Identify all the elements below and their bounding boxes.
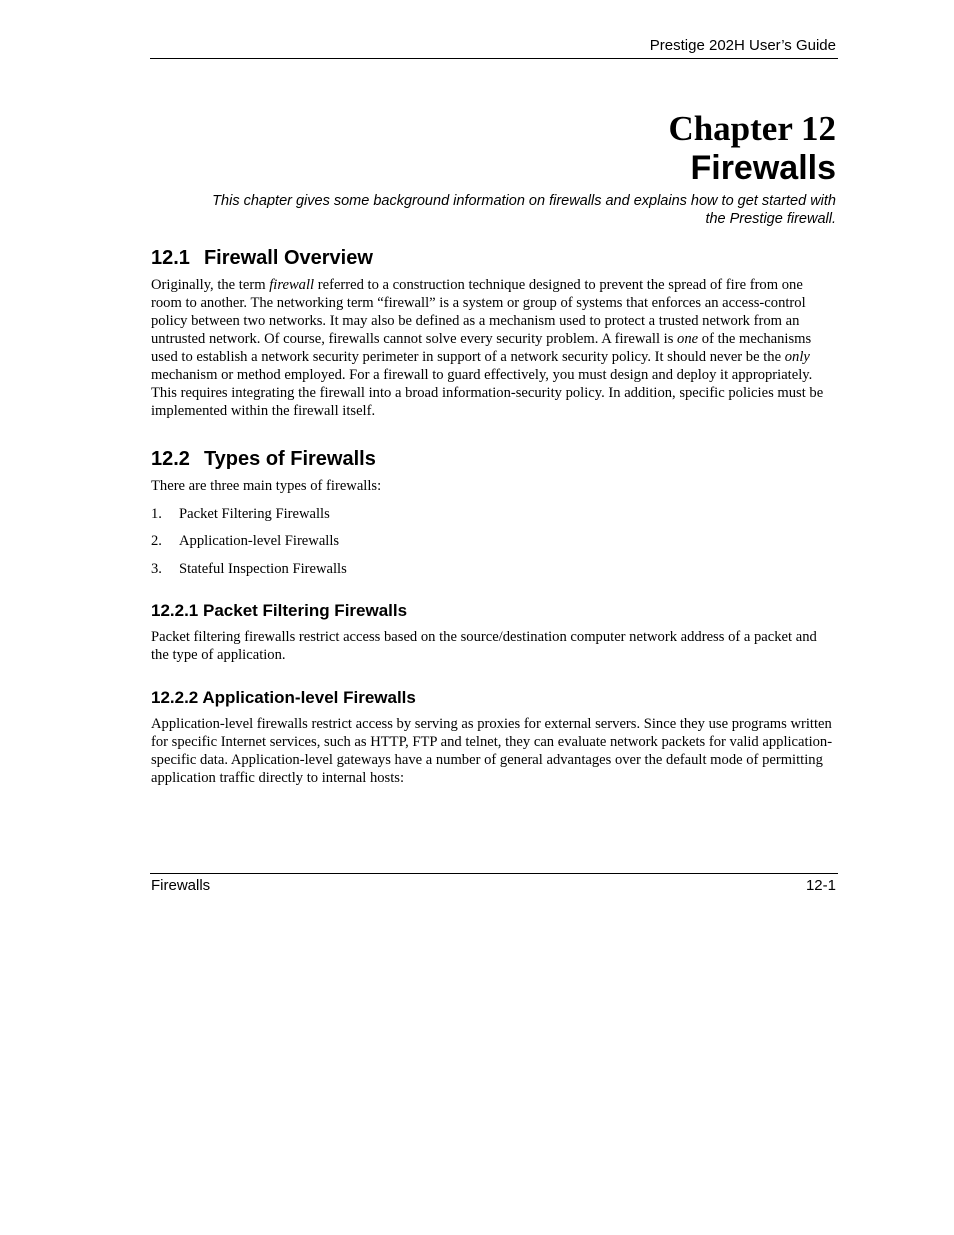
section-heading-12-1 xyxy=(151,245,837,271)
subsection-heading-12-2-1: 12.2.1 Packet Filtering Firewalls xyxy=(151,600,408,620)
subsection-heading-12-2-2: 12.2.2 Application-level Firewalls xyxy=(151,687,416,707)
section-title: Types of Firewalls xyxy=(203,448,376,470)
chapter-intro xyxy=(150,192,836,228)
emphasis-only: only xyxy=(784,349,810,365)
list-item xyxy=(151,560,837,578)
section-number: 12.1 xyxy=(151,247,190,269)
list-item-text: Application-level Firewalls xyxy=(179,533,340,549)
packet-filtering-paragraph: Packet filtering firewalls restrict access based on the source/destination computer network address of a packet and the type of application. xyxy=(151,628,817,663)
page-content xyxy=(151,245,837,787)
text-run: Originally, the term xyxy=(151,277,270,293)
chapter-title: Firewalls xyxy=(690,149,836,187)
section-title: Firewall Overview xyxy=(203,247,373,269)
application-level-paragraph: Application-level firewalls restrict access by serving as proxies for external servers. Since they use programs written for specific Internet services, such as HTTP, FTP and telnet, they can evaluate network packets for valid application-specific data. Application-level gateways have a number of general advantages over the default mode of permitting application traffic directly to internal hosts: xyxy=(151,715,833,786)
list-marker: 3. xyxy=(151,560,162,577)
page-footer xyxy=(150,873,838,896)
list-marker: 1. xyxy=(151,505,162,522)
chapter-intro-line2: the Prestige firewall. xyxy=(705,211,836,227)
footer-chapter-name: Firewalls xyxy=(151,877,211,894)
list-marker: 2. xyxy=(151,533,162,549)
emphasis-one: one xyxy=(677,331,699,347)
text-run: mechanism or method employed. For a firewall to guard effectively, you must design and deploy it appropriately. This requires integrating the firewall into a broad information-security policy. In addition, specific policies must be implemented within the firewall itself. xyxy=(151,367,824,419)
list-item xyxy=(151,505,837,523)
text-run: of the mechanisms used to establish a network security perimeter in support of a network security policy. It should never be the xyxy=(151,331,812,365)
text-run: referred to a construction technique designed to prevent the spread of fire from one room to another. The networking term “firewall” is a system or group of systems that enforces an access-control policy between two networks. It may also be defined as a mechanism used to protect a trusted network from an untrusted network. Of course, firewalls cannot solve every security problem. A firewall is xyxy=(151,277,806,347)
section-number: 12.2 xyxy=(151,448,190,470)
section-heading-12-2 xyxy=(151,446,837,472)
list-item-text: Stateful Inspection Firewalls xyxy=(179,560,347,577)
chapter-intro-line1: This chapter gives some background information on firewalls and explains how to get started with xyxy=(212,193,836,209)
emphasis-firewall: firewall xyxy=(269,277,315,293)
chapter-title-block xyxy=(150,109,836,228)
list-item-text: Packet Filtering Firewalls xyxy=(179,505,330,522)
firewall-overview-paragraph xyxy=(151,276,837,420)
running-title: Prestige 202H User’s Guide xyxy=(649,37,836,54)
list-item xyxy=(151,532,837,550)
page-number: 12-1 xyxy=(805,877,836,894)
types-intro: There are three main types of firewalls: xyxy=(151,478,382,494)
firewall-types-list xyxy=(151,505,837,578)
chapter-number: Chapter 12 xyxy=(668,109,836,148)
page-header xyxy=(150,36,838,59)
